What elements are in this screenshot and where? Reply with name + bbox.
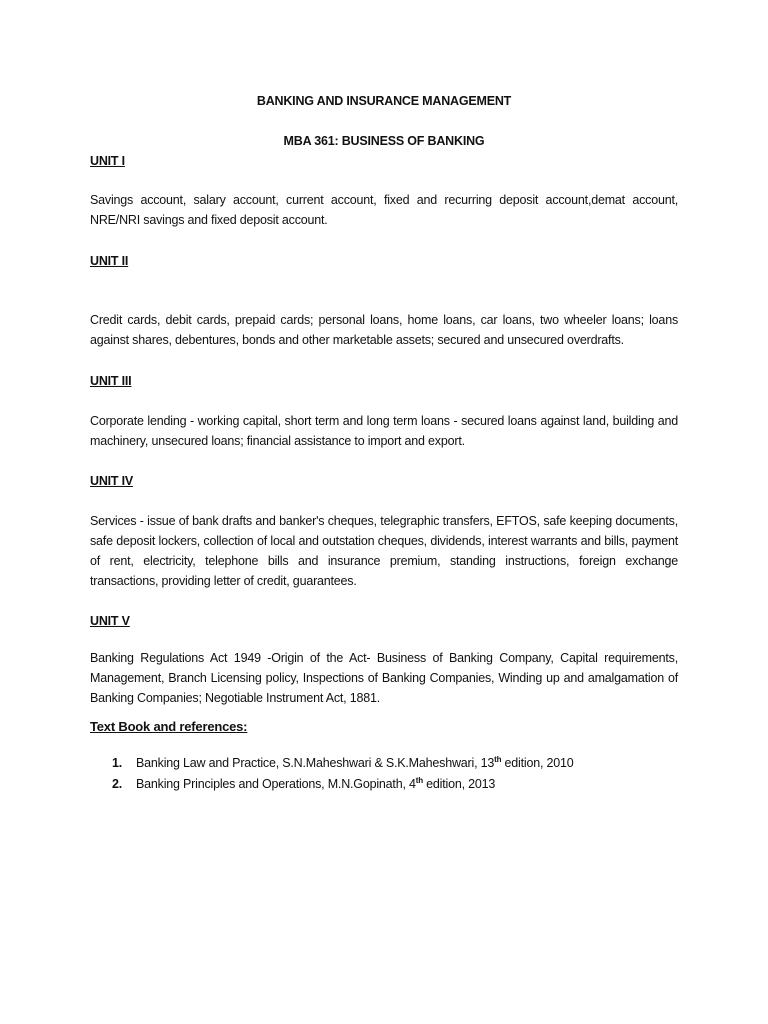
unit-4-heading: UNIT IV bbox=[90, 474, 134, 488]
unit-2-text: Credit cards, debit cards, prepaid cards; personal loans, home loans, car loans, two wheeler loans; loans against shares, debentures, bonds and other marketable assets; secured and unsecured overdrafts. bbox=[90, 313, 678, 347]
unit-4-text: Services - issue of bank drafts and banker's cheques, telegraphic transfers, EFTOS, safe keeping documents, safe deposit lockers, collection of local and outstation cheques, dividends, interest warrants and bills, payment of rent, electricity, telephone bills and insurance premium, standing instructions, foreign exchange transactions, providing letter of credit, guarantees. bbox=[90, 514, 678, 588]
unit-5-text: Banking Regulations Act 1949 -Origin of the Act- Business of Banking Company, Capital requirements, Management, Branch Licensing policy, Inspections of Banking Companies, Winding up and amalgamation of Banking Companies; Negotiable Instrument Act, 1881. bbox=[90, 651, 678, 705]
reference-text: Banking Law and Practice, S.N.Maheshwari & S.K.Maheshwari, 13 bbox=[136, 756, 495, 770]
reference-superscript: th bbox=[494, 754, 502, 764]
unit-5-heading: UNIT V bbox=[90, 614, 130, 628]
unit-3-heading: UNIT III bbox=[90, 374, 132, 388]
reference-item bbox=[112, 774, 672, 794]
reference-text-after: edition, 2010 bbox=[501, 756, 574, 770]
reference-text-after: edition, 2013 bbox=[422, 777, 496, 791]
unit-1-heading: UNIT I bbox=[90, 154, 125, 168]
unit-2-heading: UNIT II bbox=[90, 254, 129, 268]
document-title: BANKING AND INSURANCE MANAGEMENT bbox=[256, 94, 512, 108]
reference-item bbox=[112, 753, 672, 773]
reference-number: 1. bbox=[112, 756, 123, 770]
reference-number: 2. bbox=[112, 777, 123, 791]
course-title: MBA 361: BUSINESS OF BANKING bbox=[283, 134, 485, 148]
references-heading: Text Book and references: bbox=[90, 719, 248, 734]
unit-1-text: Savings account, salary account, current account, fixed and recurring deposit account,demat account, NRE/NRI savings and fixed deposit account. bbox=[90, 193, 678, 227]
reference-text: Banking Principles and Operations, M.N.Gopinath, 4 bbox=[136, 777, 416, 791]
reference-superscript: th bbox=[415, 775, 423, 785]
unit-3-text: Corporate lending - working capital, short term and long term loans - secured loans against land, building and machinery, unsecured loans; financial assistance to import and export. bbox=[90, 414, 678, 448]
